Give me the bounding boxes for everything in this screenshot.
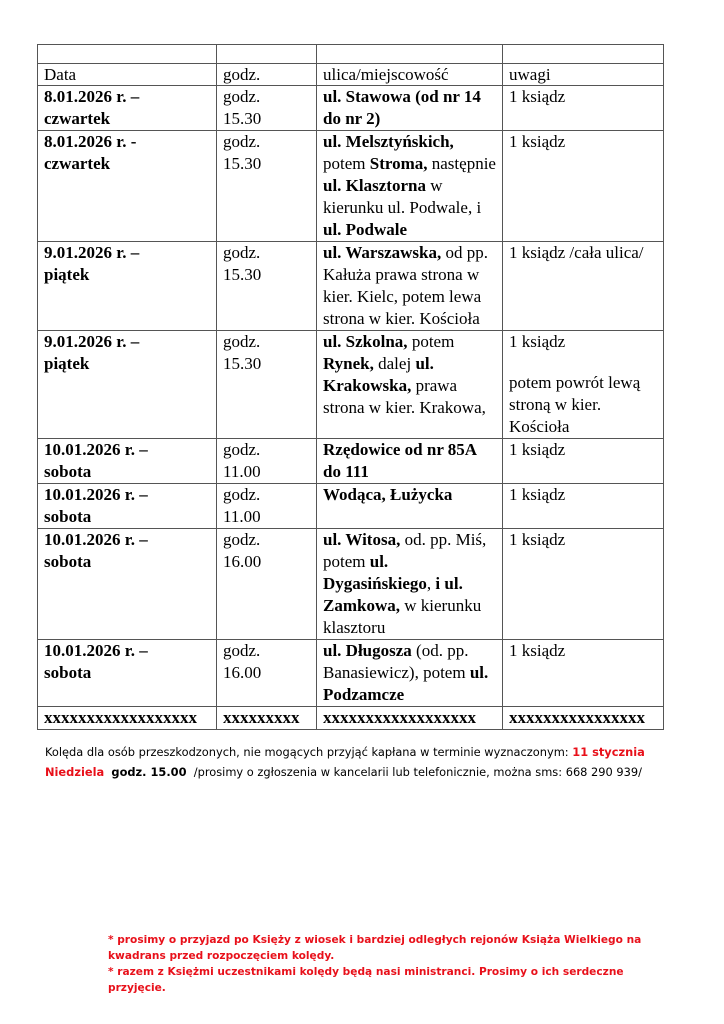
empty-cell [38,45,217,64]
notes-line: 1 ksiądz [509,87,566,106]
date-line: 9.01.2026 r. – [44,243,140,262]
notes-line: 1 ksiądz [509,485,566,504]
schedule-row [38,439,664,484]
notes-line: 1 ksiądz [509,530,566,549]
date-line: czwartek [44,109,111,128]
notes-cell [503,529,664,640]
header-row [38,64,664,86]
notes-cell [503,484,664,529]
time-cell [217,331,317,439]
street-segment: następnie [427,154,496,173]
street-segment: w kierunku klasztoru [323,596,482,637]
header-time: godz. [217,64,317,86]
street-segment: od pp. Kałuża prawa strona w kier. Kielc, potem lewa strona w kier. Kościoła [323,243,488,328]
time-line: godz. [223,332,261,351]
street-segment: ul. Klasztorna [323,176,426,195]
street-segment: (od. pp. Banasiewicz), potem [323,641,470,682]
time-cell [217,242,317,331]
time-line: 11.00 [223,462,261,481]
date-line: sobota [44,552,92,571]
empty-cell [217,45,317,64]
street-segment: ul. Witosa, [323,530,401,549]
street-segment: ul. Warszawska, [323,243,442,262]
notes-line: 1 ksiądz /cała ulica/ [509,243,644,262]
time-line: godz. [223,485,261,504]
street-segment: ul. Podzamcze [323,663,489,704]
info-paragraph [45,742,675,782]
placeholder-cell: xxxxxxxxxxxxxxxx [503,707,664,730]
street-segment: ul. Dygasińskiego [323,552,427,593]
street-segment: w kierunku ul. Podwale, i [323,176,482,217]
date-line: sobota [44,507,92,526]
street-cell [317,242,503,331]
header-notes: uwagi [503,64,664,86]
date-line: czwartek [44,154,111,173]
date-cell [38,439,217,484]
street-segment: prawa strona w kier. Krakowa, [323,376,486,417]
time-line: godz. [223,132,261,151]
street-cell [317,439,503,484]
placeholder-row [38,707,664,730]
schedule-row [38,529,664,640]
footnote-1: * prosimy o przyjazd po Księży z wiosek i bardziej odległych rejonów Książa Wielkiego na kwadrans przed rozpoczęciem kolędy. [108,934,642,962]
placeholder-cell: xxxxxxxxx [217,707,317,730]
time-cell [217,86,317,131]
schedule-row [38,640,664,707]
street-segment: potem [407,332,455,351]
street-segment: ul. Krakowska, [323,354,434,395]
schedule-row [38,331,664,439]
date-cell [38,86,217,131]
street-segment: od. pp. Miś, potem [323,530,487,571]
street-segment: Rzędowice od nr 85A do 111 [323,440,477,481]
info-text-1: Kolęda dla osób przeszkodzonych, nie mogących przyjąć kapłana w terminie wyznaczonym: [45,745,573,759]
notes-cell [503,331,664,439]
street-segment: ul. Szkolna, [323,332,408,351]
time-cell [217,529,317,640]
date-cell [38,331,217,439]
time-line: godz. [223,87,261,106]
info-day-red: Niedziela [45,765,105,779]
date-cell [38,640,217,707]
street-segment: Rynek, [323,354,374,373]
date-line: 10.01.2026 r. – [44,530,148,549]
time-line: 15.30 [223,154,262,173]
time-line: 15.30 [223,265,262,284]
time-line: 16.00 [223,663,262,682]
time-line: godz. [223,530,261,549]
placeholder-cell: xxxxxxxxxxxxxxxxxx [38,707,217,730]
time-line: godz. [223,440,261,459]
notes-cell [503,86,664,131]
street-segment: Stroma, [369,154,428,173]
date-line: 10.01.2026 r. – [44,641,148,660]
schedule-row [38,86,664,131]
time-line: godz. [223,641,261,660]
notes-line: 1 ksiądz [509,132,566,151]
schedule-table [37,44,664,730]
time-line: 15.30 [223,354,262,373]
street-cell [317,86,503,131]
street-cell [317,640,503,707]
schedule-row [38,484,664,529]
street-segment: potem [323,154,370,173]
notes-cell [503,131,664,242]
date-cell [38,529,217,640]
date-cell [38,484,217,529]
street-cell [317,484,503,529]
date-line: piątek [44,265,90,284]
street-cell [317,331,503,439]
date-cell [38,242,217,331]
empty-cell [317,45,503,64]
footnote-2: * razem z Księżmi uczestnikami kolędy będą nasi ministranci. Prosimy o ich serdeczne przyjęcie. [108,966,624,994]
header-street: ulica/miejscowość [317,64,503,86]
footnotes [108,932,678,996]
street-segment: Wodąca, Łużycka [323,485,453,504]
date-cell [38,131,217,242]
notes-cell [503,439,664,484]
date-line: 9.01.2026 r. – [44,332,140,351]
placeholder-cell: xxxxxxxxxxxxxxxxxx [317,707,503,730]
time-line: 16.00 [223,552,262,571]
notes-line: 1 ksiądz [509,440,566,459]
date-line: sobota [44,462,92,481]
time-line: 15.30 [223,109,262,128]
notes-line: 1 ksiądz [509,641,566,660]
date-line: piątek [44,354,90,373]
street-segment: ul. Stawowa (od nr 14 do nr 2) [323,87,481,128]
date-line: 10.01.2026 r. – [44,440,148,459]
time-cell [217,131,317,242]
street-segment: ul. Długosza [323,641,412,660]
info-date-red: 11 stycznia [572,745,645,759]
date-line: 10.01.2026 r. – [44,485,148,504]
empty-row [38,45,664,64]
time-cell [217,640,317,707]
date-line: 8.01.2026 r. - [44,132,137,151]
street-segment: dalej [373,354,416,373]
notes-spacer [509,353,658,372]
street-segment: , [426,574,436,593]
empty-cell [503,45,664,64]
notes-line: 1 ksiądz [509,332,566,351]
notes-cell [503,242,664,331]
notes-cell [503,640,664,707]
time-cell [217,439,317,484]
date-line: 8.01.2026 r. – [44,87,140,106]
street-cell [317,529,503,640]
schedule-row [38,242,664,331]
header-date: Data [38,64,217,86]
time-cell [217,484,317,529]
date-line: sobota [44,663,92,682]
schedule-row [38,131,664,242]
notes-line: potem powrót lewą stroną w kier. Kościoła [509,373,641,436]
street-segment: ul. Melsztyńskich, [323,132,454,151]
info-text-2: /prosimy o zgłoszenia w kancelarii lub telefonicznie, można sms: 668 290 939/ [193,765,642,779]
street-segment: i ul. Zamkowa, [323,574,463,615]
street-cell [317,131,503,242]
time-line: 11.00 [223,507,261,526]
street-segment: ul. Podwale [323,220,408,239]
info-time: godz. 15.00 [111,765,187,779]
time-line: godz. [223,243,261,262]
